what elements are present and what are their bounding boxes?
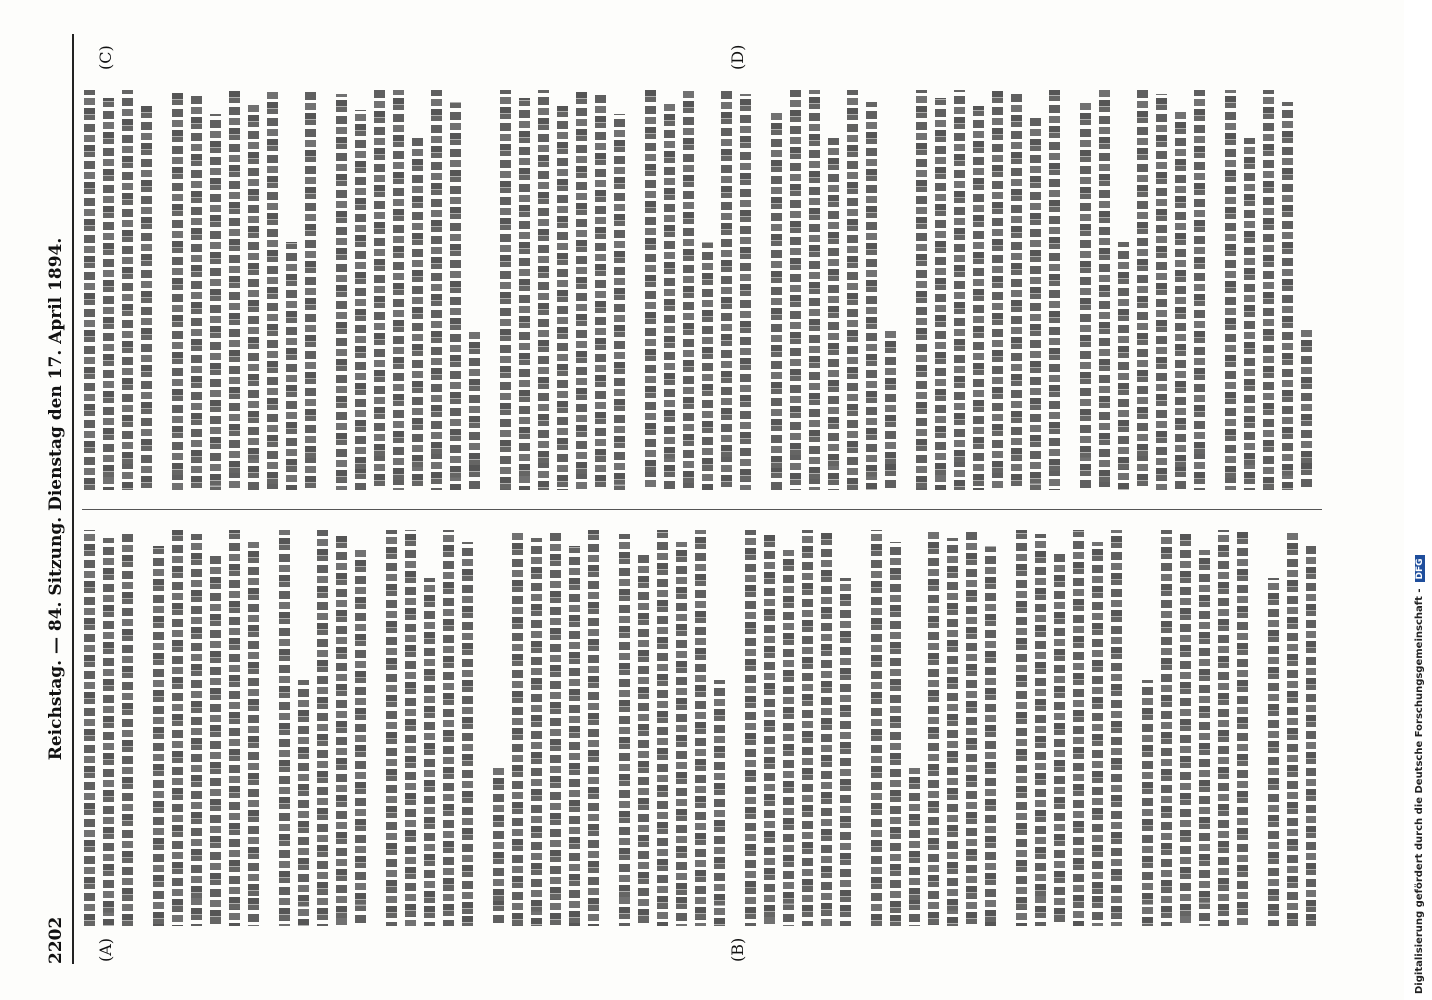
text-line [1111,530,1122,926]
margin-marker-b: (B) [728,937,747,962]
text-line [1118,242,1129,490]
text-line [764,534,775,926]
text-line [909,768,920,926]
text-line [355,550,366,926]
paragraph-gap [1213,90,1225,490]
text-line [1092,542,1103,926]
text-line [103,98,114,490]
text-line [569,546,580,926]
text-line [84,90,95,490]
text-line [336,534,347,926]
text-line [588,530,599,926]
margin-marker-c: (C) [96,45,115,70]
text-line [298,680,309,926]
text-line [840,578,851,926]
text-line [531,538,542,926]
text-line [1035,534,1046,926]
left-column-lines [84,530,1316,926]
paragraph-gap [481,530,493,926]
text-line [1099,90,1110,490]
text-line [424,578,435,926]
text-line [450,102,461,490]
text-line [683,90,694,490]
text-line [1011,94,1022,490]
paragraph-gap [267,530,279,926]
digitization-sidebar [1404,0,1432,1000]
margin-marker-a: (A) [96,937,115,962]
right-column-lines [84,90,1316,490]
text-line [802,530,813,926]
text-line [172,90,183,490]
text-line [1049,90,1060,490]
text-line [550,530,561,926]
text-line [954,90,965,490]
text-line [702,242,713,490]
text-line [1194,90,1205,490]
text-line [638,554,649,926]
paragraph-gap [1004,530,1016,926]
text-line [248,542,259,926]
text-line [973,106,984,490]
text-line [885,330,896,490]
text-line [935,98,946,490]
paragraph-gap [759,90,771,490]
column-divider [82,509,1322,510]
text-line [122,530,133,926]
text-line [469,330,480,490]
paragraph-gap [1130,530,1142,926]
text-line [336,94,347,490]
text-line [1287,530,1298,926]
text-line [847,90,858,490]
text-line [393,90,404,490]
paragraph-gap [904,90,916,490]
paragraph-gap [488,90,500,490]
page-title: Reichstag. — 84. Sitzung. Dienstag den 17. April 1894. [46,237,66,761]
text-line [1237,530,1248,926]
text-line [1161,530,1172,926]
paragraph-gap [324,90,336,490]
text-line [1156,94,1167,490]
text-line [191,534,202,926]
text-line [1142,680,1153,926]
text-line [122,90,133,490]
page-number: 2202 [46,916,66,964]
digitization-notice [1414,555,1425,994]
text-line [141,106,152,490]
text-line [771,110,782,490]
paragraph-gap [160,90,172,490]
text-line [191,94,202,490]
text-line [1225,90,1236,490]
text-line [695,530,706,926]
text-line [355,110,366,490]
text-line [431,90,442,490]
text-line [279,530,290,926]
text-line [172,530,183,926]
text-line [443,530,454,926]
text-line [985,546,996,926]
text-line [1268,578,1279,926]
text-line [374,90,385,490]
margin-marker-d: (D) [728,44,747,70]
text-line [405,530,416,926]
text-line [267,90,278,490]
paragraph-gap [859,530,871,926]
text-line [714,680,725,926]
text-line [828,138,839,490]
text-line [721,90,732,490]
text-line [1137,90,1148,490]
running-header [46,34,70,964]
dfg-logo: DFG [1415,555,1425,582]
text-line [619,534,630,926]
right-column-text [84,90,1316,490]
text-line [1016,530,1027,926]
text-line [947,538,958,926]
text-line [664,102,675,490]
text-line [493,768,504,926]
text-line [512,530,523,926]
text-line [1282,102,1293,490]
digitization-notice-text: Digitalisierung gefördert durch die Deutsche Forschungsgemeinschaft - [1414,588,1425,994]
text-line [821,530,832,926]
text-line [645,90,656,490]
text-line [412,138,423,490]
text-line [462,542,473,926]
text-line [210,114,221,490]
paragraph-gap [733,530,745,926]
text-line [229,530,240,926]
paragraph-gap [607,530,619,926]
text-line [557,106,568,490]
text-line [657,530,668,926]
text-line [1175,110,1186,490]
paragraph-gap [141,530,153,926]
header-rule [72,34,74,964]
text-line [992,90,1003,490]
text-line [740,94,751,490]
paragraph-gap [1068,90,1080,490]
text-line [676,542,687,926]
text-line [1030,114,1041,490]
text-line [576,90,587,490]
paragraph-gap [374,530,386,926]
text-line [745,530,756,926]
text-line [595,94,606,490]
text-line [229,90,240,490]
text-line [1180,534,1191,926]
text-line [1218,530,1229,926]
text-line [103,538,114,926]
text-line [1263,90,1274,490]
text-line [153,546,164,926]
text-line [317,530,328,926]
text-line [1080,102,1091,490]
text-line [248,102,259,490]
text-line [809,90,820,490]
text-line [1301,330,1312,490]
text-line [783,550,794,926]
text-line [614,114,625,490]
text-line [1244,138,1255,490]
text-line [210,554,221,926]
text-line [916,90,927,490]
text-line [305,90,316,490]
text-line [866,102,877,490]
text-line [538,90,549,490]
text-line [500,90,511,490]
text-line [790,90,801,490]
text-line [84,530,95,926]
text-line [519,98,530,490]
text-line [386,530,397,926]
paragraph-gap [1256,530,1268,926]
left-column-text [84,530,1316,926]
text-line [286,242,297,490]
paragraph-gap [633,90,645,490]
text-line [890,542,901,926]
text-line [966,530,977,926]
text-line [928,530,939,926]
text-line [871,530,882,926]
text-line [1306,542,1316,926]
text-line [1199,550,1210,926]
text-line [1054,554,1065,926]
text-line [1073,530,1084,926]
